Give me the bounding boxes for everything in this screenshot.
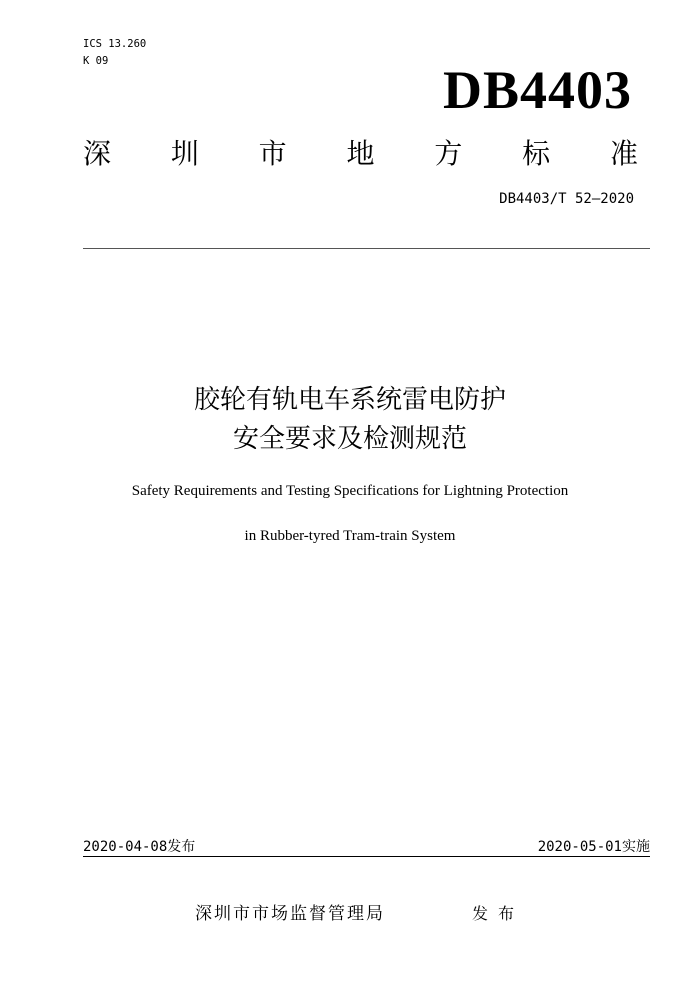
issuer-name: 深圳市市场监督管理局 (195, 904, 385, 924)
standard-type-char: 市 (258, 137, 287, 170)
standard-type-char: 准 (609, 137, 638, 170)
standard-type-char: 深 (83, 137, 112, 170)
publish-date (83, 838, 195, 856)
db-code: DB4403 (442, 60, 632, 120)
ccs-code: K 09 (83, 55, 109, 67)
standard-number: DB4403/T 52—2020 (499, 191, 634, 207)
implement-label: 实施 (622, 839, 650, 855)
issue-label: 发布 (472, 904, 525, 923)
title-cn-line2: 安全要求及检测规范 (232, 424, 467, 454)
standard-type-char: 圳 (170, 137, 199, 170)
publish-label: 发布 (167, 839, 196, 855)
standard-type-char: 地 (346, 137, 375, 170)
implement-date (538, 838, 650, 856)
standard-type-char: 标 (522, 137, 551, 170)
header-divider (83, 248, 650, 249)
title-cn-line1: 胶轮有轨电车系统雷电防护 (193, 385, 506, 415)
title-en-line1: Safety Requirements and Testing Specifications for Lightning Protection (131, 483, 569, 499)
publish-date-value: 2020-04-08 (83, 839, 168, 855)
classification-codes (83, 36, 146, 70)
implement-date-value: 2020-05-01 (537, 839, 622, 855)
standard-type-heading (83, 136, 638, 172)
ics-code: ICS 13.260 (83, 38, 147, 50)
title-en-line2: in Rubber-tyred Tram-train System (244, 528, 456, 544)
footer-divider (83, 856, 650, 857)
standard-type-char: 方 (434, 137, 463, 170)
